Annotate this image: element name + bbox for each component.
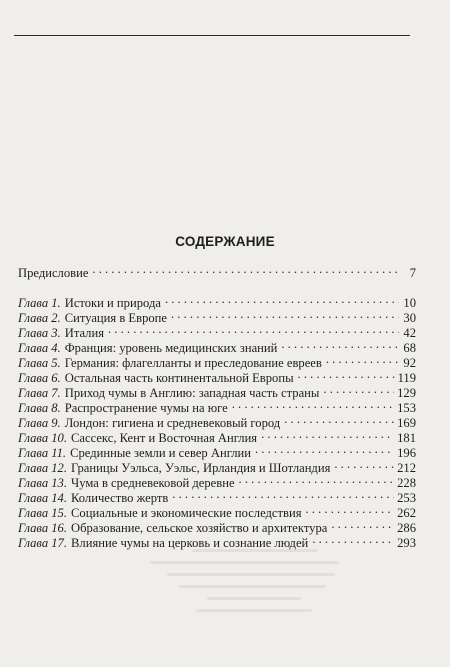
toc-entry-chapter-9	[18, 412, 416, 430]
entry-title: Предисловие	[18, 266, 89, 280]
chapter-label: Глава 10.	[18, 431, 68, 445]
chapter-label: Глава 17.	[18, 536, 68, 550]
entry-page: 153	[397, 401, 416, 415]
chapter-label: Глава 8.	[18, 401, 61, 415]
top-rule	[14, 35, 410, 36]
dot-leader	[92, 262, 399, 277]
chapter-label: Глава 13.	[18, 476, 68, 490]
chapter-label: Глава 7.	[18, 386, 61, 400]
toc-entry-chapter-10	[18, 427, 416, 445]
chapter-label: Глава 9.	[18, 416, 61, 430]
dot-leader	[323, 382, 394, 397]
toc-entry-chapter-14	[18, 487, 416, 505]
entry-title: Распространение чумы на юге	[64, 401, 228, 415]
entry-title: Приход чумы в Англию: западная часть страны	[64, 386, 320, 400]
entry-page: 42	[403, 326, 416, 340]
chapter-label: Глава 6.	[18, 371, 61, 385]
dot-leader	[261, 427, 394, 442]
entry-page: 253	[397, 491, 416, 505]
entry-page: 262	[397, 506, 416, 520]
entry-page: 212	[397, 461, 416, 475]
entry-title: Сассекс, Кент и Восточная Англия	[71, 431, 258, 445]
dot-leader	[108, 322, 399, 337]
entry-title: Количество жертв	[71, 491, 169, 505]
entry-page: 10	[403, 296, 416, 310]
dot-leader	[255, 442, 394, 457]
chapter-label: Глава 3.	[18, 326, 61, 340]
entry-page: 196	[397, 446, 416, 460]
entry-title: Срединные земли и север Англии	[70, 446, 251, 460]
entry-page: 181	[397, 431, 416, 445]
entry-title: Остальная часть континентальной Европы	[64, 371, 294, 385]
chapter-label: Глава 11.	[18, 446, 67, 460]
dot-leader	[284, 412, 394, 427]
dot-leader	[331, 517, 394, 532]
entry-title: Германия: флагелланты и преследование евреев	[64, 356, 322, 370]
entry-title: Италия	[64, 326, 104, 340]
entry-page: 68	[403, 341, 416, 355]
dot-leader	[298, 367, 395, 382]
chapter-label: Глава 4.	[18, 341, 61, 355]
entry-title: Социальные и экономические последствия	[71, 506, 302, 520]
chapter-label: Глава 12.	[18, 461, 68, 475]
chapter-label: Глава 16.	[18, 521, 68, 535]
toc-entry-chapter-3	[18, 322, 416, 340]
chapter-label: Глава 15.	[18, 506, 68, 520]
toc-entry-chapter-16	[18, 517, 416, 535]
chapter-label: Глава 1.	[18, 296, 61, 310]
entry-page: 92	[403, 356, 416, 370]
toc-entry-chapter-2	[18, 307, 416, 325]
entry-page: 286	[397, 521, 416, 535]
dot-leader	[172, 487, 394, 502]
entry-page: 293	[397, 536, 416, 550]
entry-page: 7	[409, 266, 416, 280]
toc-entry-chapter-1	[18, 292, 416, 310]
dot-leader	[239, 472, 395, 487]
toc-entry-chapter-12	[18, 457, 416, 475]
toc-entry-chapter-5	[18, 352, 416, 370]
dot-leader	[334, 457, 394, 472]
chapter-label: Глава 2.	[18, 311, 61, 325]
contents-title: СОДЕРЖАНИЕ	[175, 234, 275, 249]
entry-title: Образование, сельское хозяйство и архитектура	[71, 521, 328, 535]
entry-page: 30	[403, 311, 416, 325]
toc-entry-preface	[18, 262, 416, 280]
dot-leader	[232, 397, 394, 412]
dot-leader	[306, 502, 395, 517]
toc-entry-chapter-13	[18, 472, 416, 490]
chapter-label: Глава 14.	[18, 491, 68, 505]
entry-title: Лондон: гигиена и средневековый город	[64, 416, 281, 430]
chapter-label: Глава 5.	[18, 356, 61, 370]
entry-page: 119	[397, 371, 416, 385]
toc-entry-chapter-7	[18, 382, 416, 400]
entry-title: Границы Уэльса, Уэльс, Ирландия и Шотландия	[71, 461, 331, 475]
entry-title: Истоки и природа	[64, 296, 161, 310]
entry-page: 129	[397, 386, 416, 400]
entry-title: Чума в средневековой деревне	[71, 476, 235, 490]
entry-title: Франция: уровень медицинских знаний	[64, 341, 278, 355]
toc-entry-chapter-6	[18, 367, 416, 385]
entry-title: Влияние чумы на церковь и сознание людей	[71, 536, 309, 550]
toc-entry-chapter-15	[18, 502, 416, 520]
dot-leader	[281, 337, 399, 352]
dot-leader	[326, 352, 399, 367]
dot-leader	[171, 307, 399, 322]
entry-title: Ситуация в Европе	[64, 311, 167, 325]
entry-page: 169	[397, 416, 416, 430]
toc-entry-chapter-4	[18, 337, 416, 355]
toc-entry-chapter-11	[18, 442, 416, 460]
entry-page: 228	[397, 476, 416, 490]
show-through-print	[150, 540, 360, 650]
dot-leader	[165, 292, 399, 307]
toc-entry-chapter-8	[18, 397, 416, 415]
